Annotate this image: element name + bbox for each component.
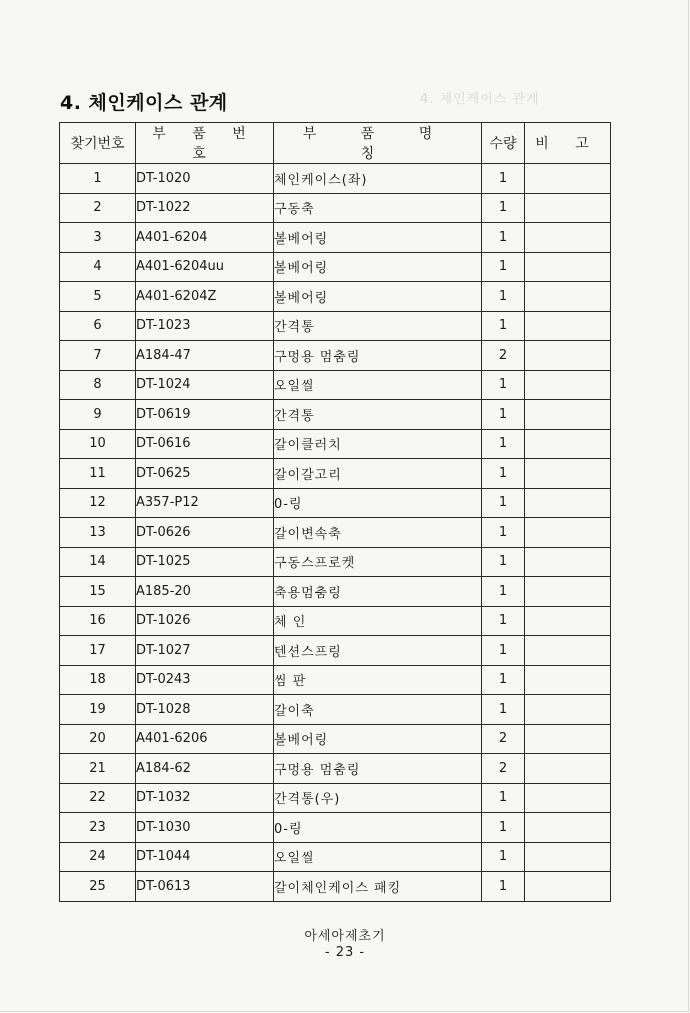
cell-note (525, 223, 611, 253)
cell-index: 13 (60, 518, 136, 548)
cell-note (525, 164, 611, 194)
cell-quantity: 1 (482, 665, 525, 695)
table-row (60, 252, 611, 282)
cell-note (525, 193, 611, 223)
cell-index: 15 (60, 577, 136, 607)
cell-quantity: 1 (482, 695, 525, 725)
cell-index: 23 (60, 813, 136, 843)
cell-part-name: 0-링 (274, 813, 482, 843)
cell-index: 12 (60, 488, 136, 518)
page-number: - 23 - (324, 945, 366, 960)
cell-part-number: DT-0613 (136, 872, 274, 902)
table-row (60, 783, 611, 813)
cell-index: 17 (60, 636, 136, 666)
table-body (60, 164, 611, 902)
cell-part-name: 볼베어링 (274, 282, 482, 312)
cell-quantity: 1 (482, 842, 525, 872)
table-row (60, 872, 611, 902)
cell-note (525, 311, 611, 341)
cell-note (525, 754, 611, 784)
cell-quantity: 1 (482, 577, 525, 607)
cell-part-name: 오일씰 (274, 842, 482, 872)
cell-note (525, 606, 611, 636)
cell-part-number: A357-P12 (136, 488, 274, 518)
table-row (60, 223, 611, 253)
cell-quantity: 1 (482, 813, 525, 843)
cell-quantity: 1 (482, 282, 525, 312)
cell-part-number: DT-0619 (136, 400, 274, 430)
cell-index: 7 (60, 341, 136, 371)
cell-index: 20 (60, 724, 136, 754)
cell-part-name: 볼베어링 (274, 223, 482, 253)
cell-note (525, 282, 611, 312)
cell-index: 8 (60, 370, 136, 400)
cell-index: 1 (60, 164, 136, 194)
cell-note (525, 370, 611, 400)
cell-index: 18 (60, 665, 136, 695)
cell-part-name: 갈이갈고리 (274, 459, 482, 489)
cell-note (525, 429, 611, 459)
cell-part-number: DT-1030 (136, 813, 274, 843)
cell-quantity: 1 (482, 872, 525, 902)
cell-part-number: DT-1044 (136, 842, 274, 872)
cell-index: 22 (60, 783, 136, 813)
cell-part-number: A185-20 (136, 577, 274, 607)
table-row (60, 636, 611, 666)
cell-part-number: A401-6204uu (136, 252, 274, 282)
cell-part-name: 간격통 (274, 311, 482, 341)
cell-quantity: 1 (482, 547, 525, 577)
cell-part-name: 오일씰 (274, 370, 482, 400)
cell-quantity: 1 (482, 518, 525, 548)
cell-index: 24 (60, 842, 136, 872)
cell-part-name: 갈이클러치 (274, 429, 482, 459)
table-row (60, 429, 611, 459)
cell-part-name: 볼베어링 (274, 724, 482, 754)
cell-part-number: DT-1022 (136, 193, 274, 223)
cell-part-number: DT-1028 (136, 695, 274, 725)
cell-note (525, 459, 611, 489)
cell-quantity: 1 (482, 193, 525, 223)
header-part-name: 부 품 명 칭 (274, 123, 482, 164)
cell-part-number: DT-1024 (136, 370, 274, 400)
cell-part-name: 체 인 (274, 606, 482, 636)
cell-part-number: A401-6206 (136, 724, 274, 754)
cell-quantity: 2 (482, 724, 525, 754)
cell-part-name: 간격통 (274, 400, 482, 430)
cell-part-number: DT-0243 (136, 665, 274, 695)
cell-part-number: DT-1020 (136, 164, 274, 194)
cell-index: 5 (60, 282, 136, 312)
cell-index: 10 (60, 429, 136, 459)
header-quantity: 수량 (482, 123, 525, 164)
cell-index: 2 (60, 193, 136, 223)
page-title: 4. 체인케이스 관계 (60, 92, 228, 114)
cell-quantity: 1 (482, 311, 525, 341)
cell-part-name: 갈이체인케이스 패킹 (274, 872, 482, 902)
cell-part-name: 구멍용 멈춤링 (274, 754, 482, 784)
cell-index: 19 (60, 695, 136, 725)
cell-part-number: DT-1032 (136, 783, 274, 813)
cell-index: 3 (60, 223, 136, 253)
cell-note (525, 252, 611, 282)
table-row (60, 665, 611, 695)
cell-part-name: 구멍용 멈춤링 (274, 341, 482, 371)
cell-note (525, 488, 611, 518)
header-note: 비 고 (525, 123, 611, 164)
cell-quantity: 1 (482, 164, 525, 194)
table-row (60, 341, 611, 371)
cell-note (525, 341, 611, 371)
table-row (60, 724, 611, 754)
cell-quantity: 2 (482, 341, 525, 371)
table-row (60, 518, 611, 548)
cell-part-number: A184-47 (136, 341, 274, 371)
cell-part-number: A184-62 (136, 754, 274, 784)
table-row (60, 577, 611, 607)
cell-index: 16 (60, 606, 136, 636)
table-row (60, 400, 611, 430)
cell-index: 11 (60, 459, 136, 489)
cell-part-number: DT-0625 (136, 459, 274, 489)
cell-note (525, 842, 611, 872)
table-row (60, 193, 611, 223)
table-row (60, 813, 611, 843)
cell-part-name: 갈이변속축 (274, 518, 482, 548)
cell-note (525, 872, 611, 902)
cell-quantity: 1 (482, 459, 525, 489)
cell-note (525, 547, 611, 577)
cell-quantity: 1 (482, 400, 525, 430)
footer-organization: 아세아제초기 (304, 929, 386, 944)
cell-index: 21 (60, 754, 136, 784)
header-part-number: 부 품 번 호 (136, 123, 274, 164)
cell-part-name: 0-링 (274, 488, 482, 518)
cell-part-name: 구동축 (274, 193, 482, 223)
cell-quantity: 1 (482, 488, 525, 518)
table-row (60, 842, 611, 872)
cell-part-number: DT-0626 (136, 518, 274, 548)
table-row (60, 606, 611, 636)
cell-part-number: DT-1026 (136, 606, 274, 636)
table-header-row (60, 123, 611, 164)
cell-quantity: 1 (482, 636, 525, 666)
cell-index: 25 (60, 872, 136, 902)
table-row (60, 370, 611, 400)
cell-part-number: A401-6204Z (136, 282, 274, 312)
cell-part-name: 씸 판 (274, 665, 482, 695)
cell-part-name: 체인케이스(좌) (274, 164, 482, 194)
cell-part-name: 갈이축 (274, 695, 482, 725)
cell-quantity: 1 (482, 223, 525, 253)
cell-note (525, 400, 611, 430)
bleed-through-text: 4. 체인케이스 관계 (420, 92, 540, 107)
cell-index: 6 (60, 311, 136, 341)
cell-note (525, 577, 611, 607)
cell-quantity: 1 (482, 429, 525, 459)
table-row (60, 311, 611, 341)
cell-note (525, 665, 611, 695)
cell-part-number: DT-0616 (136, 429, 274, 459)
cell-part-name: 볼베어링 (274, 252, 482, 282)
cell-quantity: 1 (482, 252, 525, 282)
header-index: 찾기번호 (60, 123, 136, 164)
table-row (60, 282, 611, 312)
cell-part-name: 텐션스프링 (274, 636, 482, 666)
cell-part-number: DT-1023 (136, 311, 274, 341)
cell-index: 4 (60, 252, 136, 282)
cell-part-name: 축용멈춤링 (274, 577, 482, 607)
cell-note (525, 813, 611, 843)
cell-quantity: 2 (482, 754, 525, 784)
cell-quantity: 1 (482, 606, 525, 636)
table-row (60, 754, 611, 784)
cell-part-name: 간격통(우) (274, 783, 482, 813)
cell-part-number: DT-1025 (136, 547, 274, 577)
table-row (60, 547, 611, 577)
table-row (60, 459, 611, 489)
cell-note (525, 636, 611, 666)
cell-note (525, 783, 611, 813)
table-row (60, 695, 611, 725)
cell-part-number: DT-1027 (136, 636, 274, 666)
cell-note (525, 724, 611, 754)
cell-index: 9 (60, 400, 136, 430)
parts-table (59, 122, 611, 902)
table-row (60, 488, 611, 518)
table-row (60, 164, 611, 194)
cell-part-name: 구동스프로켓 (274, 547, 482, 577)
cell-note (525, 518, 611, 548)
cell-quantity: 1 (482, 783, 525, 813)
cell-note (525, 695, 611, 725)
cell-part-number: A401-6204 (136, 223, 274, 253)
cell-quantity: 1 (482, 370, 525, 400)
cell-index: 14 (60, 547, 136, 577)
